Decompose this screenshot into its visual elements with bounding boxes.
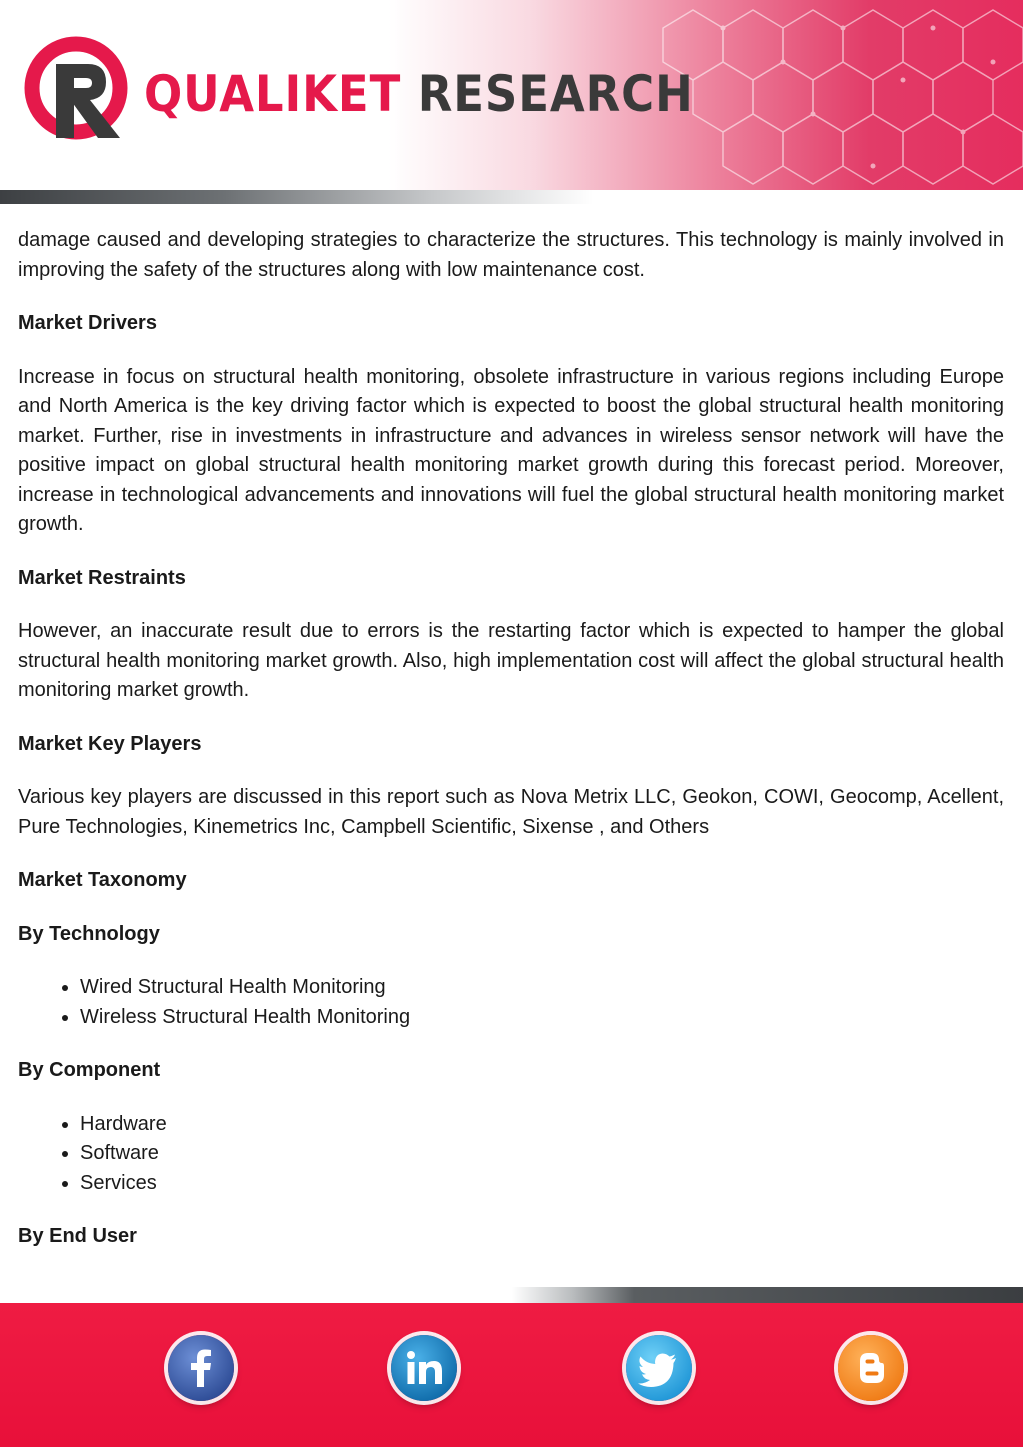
restraints-paragraph: However, an inaccurate result due to errors is the restarting factor which is expected to hamper the global structural health monitoring market growth. Also, high implementation cost will affect the global structural health monitoring market growth. [18,620,1004,701]
key-players-paragraph: Various key players are discussed in this report such as Nova Metrix LLC, Geokon, COWI, Geocomp, Acellent, Pure Technologies, Kinemetrics Inc, Campbell Scientific, Sixense , and Others [18,786,1004,838]
section-heading-taxonomy: Market Taxonomy [18,869,187,891]
header-banner [0,0,1023,190]
list-item: • Wireless Structural Health Monitoring [80,1003,1004,1033]
facebook-icon[interactable] [168,1335,234,1401]
drivers-paragraph: Increase in focus on structural health monitoring, obsolete infrastructure in various regions including Europe and North America is the key driving factor which is expected to boost the global structural health monitoring market. Further, rise in investments in infrastructure and advances in wireless sensor network will have the positive impact on global structural health monitoring market growth during this forecast period. Moreover, increase in technological advancements and innovations will fuel the global structural health monitoring market growth. [18,365,1004,535]
brand-wordmark [144,64,694,124]
subheading-by-component: By Component [18,1059,161,1081]
subheading-by-end-user: By End User [18,1225,137,1247]
list-item: • Hardware [80,1110,1004,1140]
document-body [18,226,1004,1252]
linkedin-icon[interactable] [391,1335,457,1401]
qualiket-r-logo-icon [22,34,134,146]
component-list [18,1110,1004,1199]
brand-name-secondary: RESEARCH [417,65,694,123]
section-heading-restraints: Market Restraints [18,566,186,589]
twitter-icon[interactable] [626,1335,692,1401]
list-item: • Software [80,1139,1004,1169]
intro-paragraph: damage caused and developing strategies to characterize the structures. This technology is mainly involved in improving the safety of the structures along with low maintenance cost. [18,229,1004,281]
technology-list [18,973,1004,1032]
section-heading-key-players: Market Key Players [18,732,202,755]
footer-divider-bar [0,1287,1023,1303]
section-heading-drivers: Market Drivers [18,312,157,334]
list-item: • Services [80,1169,1004,1199]
header-divider-bar [0,190,1023,204]
subheading-by-technology: By Technology [18,922,160,945]
blogger-icon[interactable] [838,1335,904,1401]
brand-name-primary: QUALIKET [144,65,402,123]
list-item: • Wired Structural Health Monitoring [80,973,1004,1003]
